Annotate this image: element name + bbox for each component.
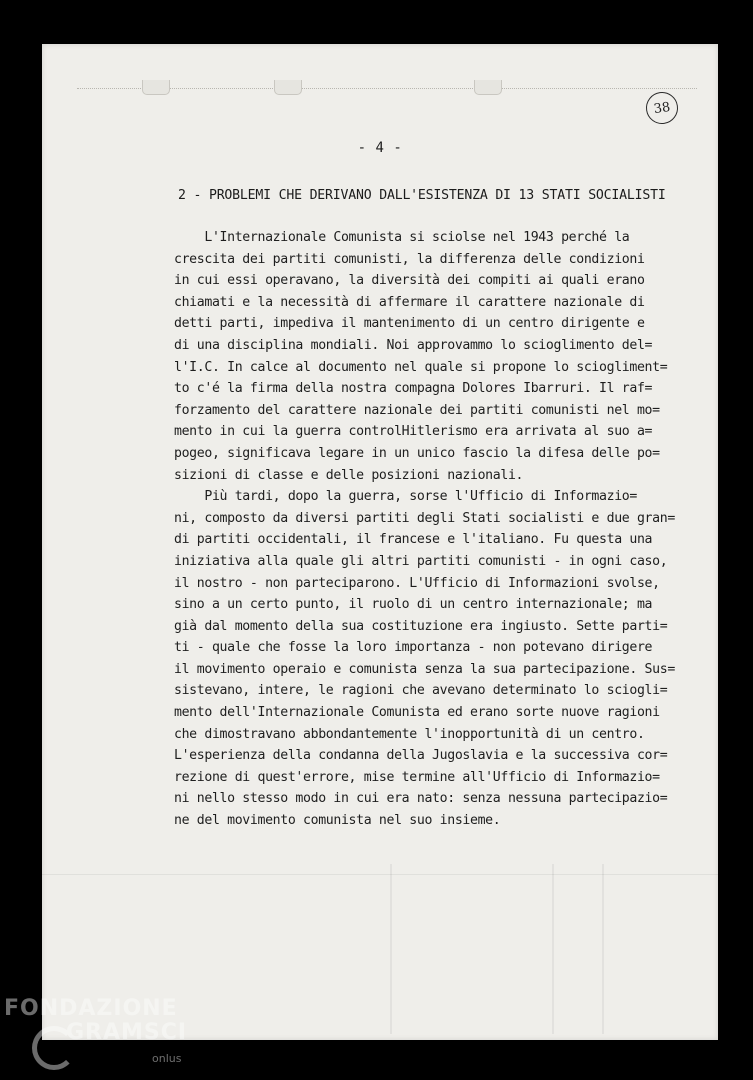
page-number: - 4 - <box>357 140 403 156</box>
text-line: mento dell'Internazionale Comunista ed erano sorte nuove ragioni <box>174 705 660 721</box>
paper-crease <box>42 874 718 875</box>
text-line: che dimostravano abbondantemente l'inopportunità di un centro. <box>174 726 645 742</box>
paper-shadow <box>602 864 604 1034</box>
archive-number-stamp: 38 <box>644 90 680 126</box>
fondazione-gramsci-watermark <box>2 996 202 1076</box>
binding-tab <box>142 80 170 95</box>
text-line: rezione di quest'errore, mise termine all'Ufficio di Informazio= <box>174 769 660 785</box>
text-line: detti parti, impediva il mantenimento di un centro dirigente e <box>174 316 645 332</box>
text-line: già dal momento della sua costituzione era ingiusto. Sette parti= <box>174 618 668 634</box>
binding-tab <box>474 80 502 95</box>
text-line: ti - quale che fosse la loro importanza - non potevano dirigere <box>174 640 653 656</box>
text-line: di partiti occidentali, il francese e l'italiano. Fu questa una <box>174 532 653 548</box>
watermark-line2: GRAMSCI <box>66 1020 188 1045</box>
watermark-suffix: onlus <box>152 1052 182 1065</box>
watermark-line1: FONDAZIONE <box>4 996 178 1021</box>
text-line: il nostro - non parteciparono. L'Ufficio di Informazioni svolse, <box>174 575 660 591</box>
paper-shadow <box>390 864 392 1034</box>
text-line: L'Internazionale Comunista si sciolse nel 1943 perché la <box>174 230 630 245</box>
text-line: crescita dei partiti comunisti, la differenza delle condizioni <box>174 251 645 267</box>
text-line: sizioni di classe e delle posizioni nazionali. <box>174 467 524 483</box>
text-line: ni, composto da diversi partiti degli Stati socialisti e due gran= <box>174 510 675 526</box>
section-heading: 2 - PROBLEMI CHE DERIVANO DALL'ESISTENZA DI 13 STATI SOCIALISTI <box>178 188 666 203</box>
body-text <box>174 227 694 832</box>
text-line: to c'é la firma della nostra compagna Dolores Ibarruri. Il raf= <box>174 381 653 397</box>
text-line: l'I.C. In calce al documento nel quale si propone lo sciogliment= <box>174 359 668 375</box>
text-line: ne del movimento comunista nel suo insieme. <box>174 813 501 829</box>
text-line: iniziativa alla quale gli altri partiti comunisti - in ogni caso, <box>174 553 668 569</box>
text-line: di una disciplina mondiali. Noi approvammo lo scioglimento del= <box>174 337 653 353</box>
paper-shadow <box>552 864 554 1034</box>
torn-top-edge <box>77 70 697 89</box>
text-line: chiamati e la necessità di affermare il carattere nazionale di <box>174 294 645 310</box>
document-page <box>42 44 718 1040</box>
text-line: forzamento del carattere nazionale dei partiti comunisti nel mo= <box>174 402 660 418</box>
text-line: sistevano, intere, le ragioni che avevano determinato lo sciogli= <box>174 683 668 699</box>
text-line: ni nello stesso modo in cui era nato: senza nessuna partecipazio= <box>174 791 668 807</box>
text-line: pogeo, significava legare in un unico fascio la difesa delle po= <box>174 445 660 461</box>
text-line: in cui essi operavano, la diversità dei compiti ai quali erano <box>174 273 645 289</box>
text-line: mento in cui la guerra controlHitlerismo era arrivata al suo a= <box>174 424 653 440</box>
text-line: Più tardi, dopo la guerra, sorse l'Ufficio di Informazio= <box>174 489 637 505</box>
text-line: sino a un certo punto, il ruolo di un centro internazionale; ma <box>174 597 653 613</box>
text-line: L'esperienza della condanna della Jugoslavia e la successiva cor= <box>174 748 668 764</box>
text-line: il movimento operaio e comunista senza la sua partecipazione. Sus= <box>174 661 675 677</box>
binding-tab <box>274 80 302 95</box>
